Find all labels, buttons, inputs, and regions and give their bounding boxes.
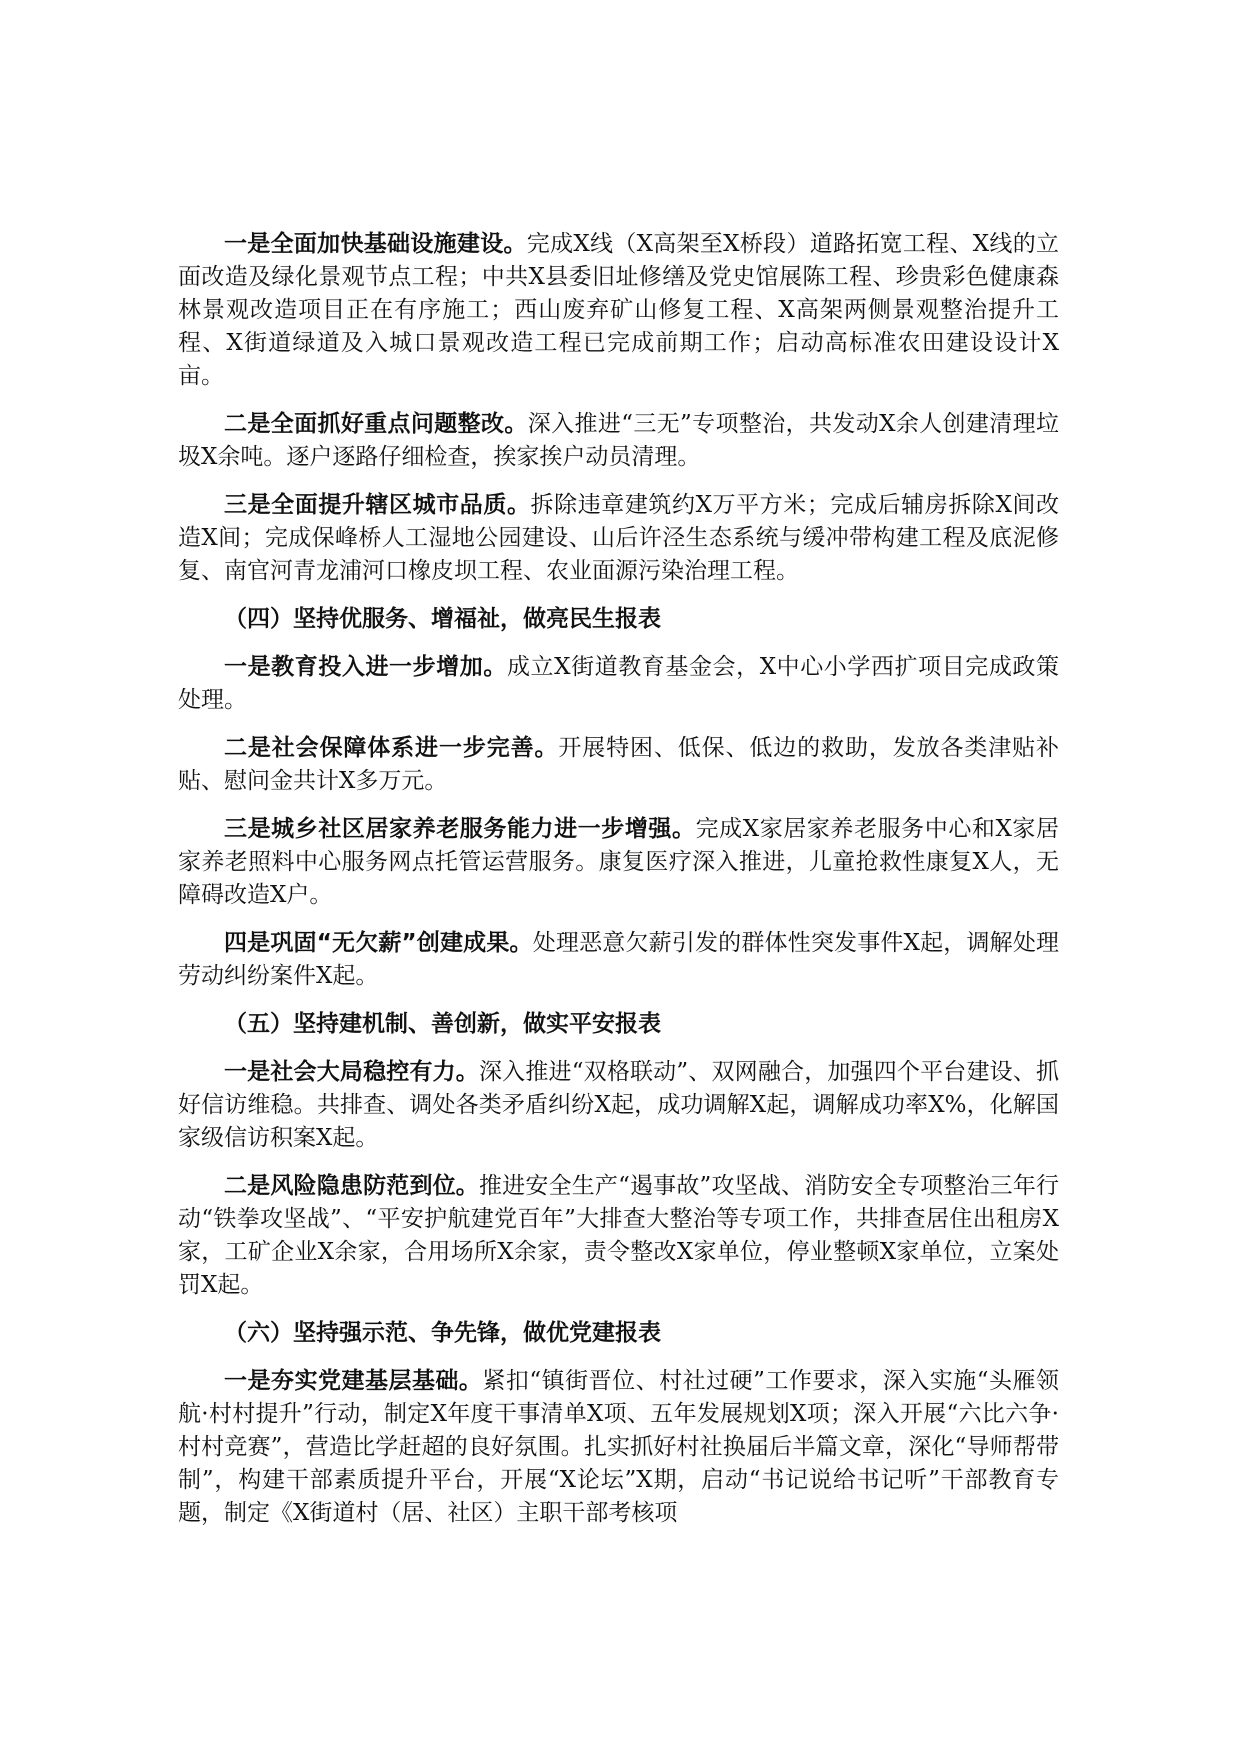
paragraph-lead: 三是全面提升辖区城市品质。: [224, 492, 531, 518]
paragraph-risk-prevention: [178, 1170, 1059, 1302]
paragraph-text: 深入推进“双格联动”、双网融合，加强四个平台建设、抓好信访维稳。共排查、调处各类矛盾纠纷X起，成功调解X起，调解成功率X%，化解国家级信访积案X起。: [178, 1059, 1059, 1151]
paragraph-wage-arrears: [178, 927, 1059, 993]
paragraph-elderly-care: [178, 813, 1059, 912]
paragraph-text: 推进安全生产“遏事故”攻坚战、消防安全专项整治三年行动“铁拳攻坚战”、“平安护航建党百年”大排查大整治等专项工作，共排查居住出租房X家，工矿企业X余家，合用场所X余家，责令整改X家单位，停业整顿X家单位，立案处罚X起。: [178, 1173, 1059, 1298]
section-heading-livelihood: （四）坚持优服务、增福祉，做亮民生报表: [224, 606, 661, 632]
paragraph-social-stability: [178, 1056, 1059, 1155]
paragraph-lead: 四是巩固“无欠薪”创建成果。: [224, 930, 533, 956]
paragraph-text: 处理恶意欠薪引发的群体性突发事件X起，调解处理劳动纠纷案件X起。: [178, 930, 1059, 989]
paragraph-lead: 二是全面抓好重点问题整改。: [224, 411, 528, 437]
paragraph-text: 完成X家居家养老服务中心和X家居家养老照料中心服务网点托管运营服务。康复医疗深入推进，儿童抢救性康复X人，无障碍改造X户。: [178, 816, 1060, 908]
paragraph-party-foundation: [178, 1365, 1059, 1530]
paragraph-social-security: [178, 732, 1059, 798]
paragraph-education: [178, 651, 1059, 717]
paragraph-city-quality: [178, 489, 1059, 588]
document-body: [178, 228, 1059, 1545]
paragraph-text: 深入推进“三无”专项整治，共发动X余人创建清理垃圾X余吨。逐户逐路仔细检查，挨家挨户动员清理。: [178, 411, 1060, 470]
paragraph-text: 紧扣“镇街晋位、村社过硬”工作要求，深入实施“头雁领航·村村提升”行动，制定X年度干事清单X项、五年发展规划X项；深入开展“六比六争·村村竞赛”，营造比学赶超的良好氛围。扎实抓好村社换届后半篇文章，深化“导师帮带制”，构建干部素质提升平台，开展“X论坛”X期，启动“书记说给书记听”干部教育专题，制定《X街道村（居、社区）主职干部考核项: [178, 1368, 1060, 1526]
paragraph-lead: 一是夯实党建基层基础。: [224, 1368, 483, 1394]
paragraph-lead: 三是城乡社区居家养老服务能力进一步增强。: [224, 816, 696, 842]
paragraph-text: 完成X线（X高架至X桥段）道路拓宽工程、X线的立面改造及绿化景观节点工程；中共X县委旧址修缮及党史馆展陈工程、珍贵彩色健康森林景观改造项目正在有序施工；西山废弃矿山修复工程、X高架两侧景观整治提升工程、X街道绿道及入城口景观改造工程已完成前期工作；启动高标准农田建设设计X亩。: [178, 231, 1060, 389]
paragraph-lead: 一是教育投入进一步增加。: [224, 654, 507, 680]
section-heading-safety: （五）坚持建机制、善创新，做实平安报表: [224, 1011, 661, 1037]
paragraph-lead: 一是社会大局稳控有力。: [224, 1059, 479, 1085]
paragraph-text: 开展特困、低保、低边的救助，发放各类津贴补贴、慰问金共计X多万元。: [178, 735, 1060, 794]
paragraph-lead: 一是全面加快基础设施建设。: [224, 231, 527, 257]
paragraph-infrastructure: [178, 228, 1059, 393]
paragraph-text: 拆除违章建筑约X万平方米；完成后辅房拆除X间改造X间；完成保峰桥人工湿地公园建设、山后许泾生态系统与缓冲带构建工程及底泥修复、南官河青龙浦河口橡皮坝工程、农业面源污染治理工程。: [178, 492, 1060, 584]
section-heading-party-building: （六）坚持强示范、争先锋，做优党建报表: [224, 1320, 661, 1346]
paragraph-lead: 二是社会保障体系进一步完善。: [224, 735, 559, 761]
paragraph-text: 成立X街道教育基金会，X中心小学西扩项目完成政策处理。: [178, 654, 1060, 713]
paragraph-lead: 二是风险隐患防范到位。: [224, 1173, 479, 1199]
paragraph-rectification: [178, 408, 1059, 474]
